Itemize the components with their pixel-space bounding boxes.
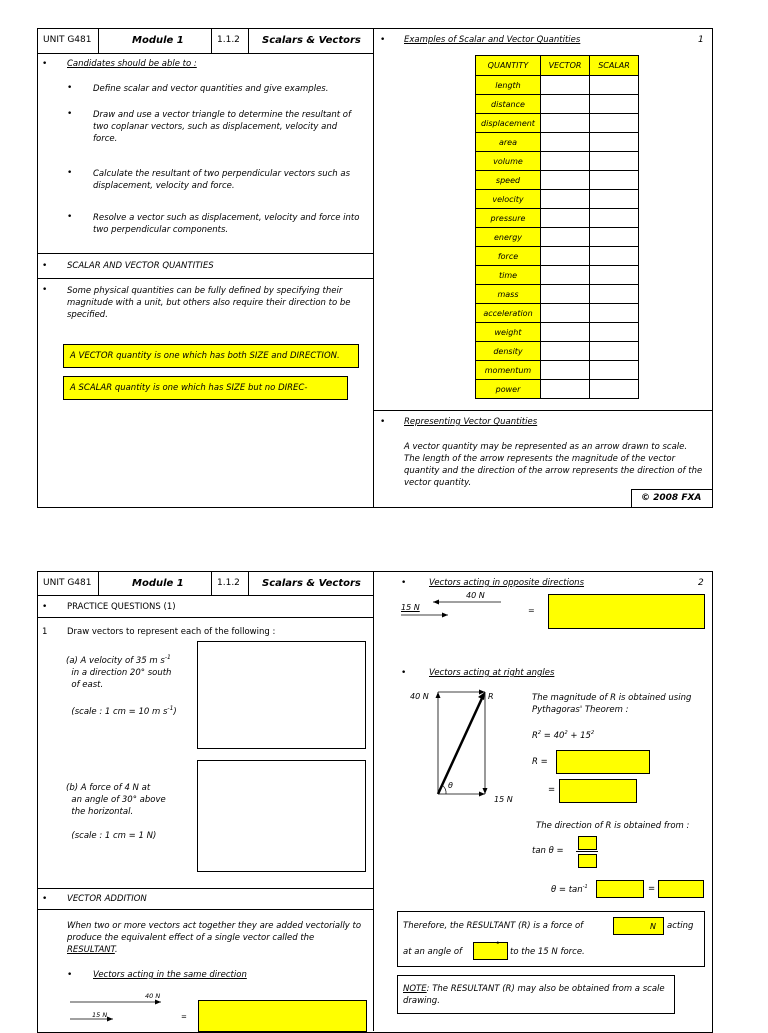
- eq-exp: 2: [537, 730, 542, 736]
- topic-title: Scalars & Vectors: [262, 578, 361, 589]
- right-angles-title: Vectors acting at right angles: [429, 668, 555, 678]
- bullet: •: [42, 285, 48, 295]
- page-number: 2: [698, 578, 704, 588]
- quantity-cell: area: [476, 133, 541, 152]
- note-text: [403, 983, 671, 1007]
- theta-label: [551, 884, 588, 895]
- section-number: 1.1.2: [217, 578, 240, 588]
- bullet: •: [401, 578, 407, 588]
- vector-addition-text: When two or more vectors act together they are added vectorially to produce the equivalent effect of a single vector called the RESULTANT.: [67, 921, 362, 955]
- qa-scale-end: ): [173, 706, 177, 717]
- page-number: 1: [698, 35, 704, 45]
- eq-r: R: [532, 730, 538, 741]
- vector-definition: A VECTOR quantity is one which has both SIZE and DIRECTION.: [70, 351, 340, 361]
- theta-equals: =: [648, 884, 656, 894]
- ra-r-label: R: [488, 692, 494, 701]
- pythagoras-equation: [532, 730, 594, 741]
- quantity-cell: weight: [476, 323, 541, 342]
- qa-scale-exp: -1: [167, 704, 174, 712]
- vector-addition-title: VECTOR ADDITION: [67, 894, 147, 904]
- section-number: 1.1.2: [217, 35, 240, 45]
- topic-title: Scalars & Vectors: [262, 35, 361, 46]
- objective-4: Resolve a vector such as displacement, velocity and force into two perpendicular components.: [93, 213, 360, 235]
- opp-40n-label: 40 N: [466, 591, 485, 600]
- qa-exp: -1: [164, 654, 171, 661]
- eq-exp: 2: [590, 730, 595, 736]
- question-text: Draw vectors to represent each of the following :: [67, 627, 276, 637]
- resultant-angle-box[interactable]: [473, 942, 508, 960]
- bullet: •: [67, 212, 73, 222]
- qb-line: the horizontal.: [71, 807, 134, 817]
- quantity-cell: length: [476, 76, 541, 95]
- quantity-cell: power: [476, 380, 541, 399]
- objective-1: Define scalar and vector quantities and give examples.: [93, 84, 329, 94]
- qb-value: 4 N: [124, 783, 139, 793]
- same-equals: =: [181, 1013, 187, 1021]
- module-label: Module 1: [132, 578, 184, 589]
- theta-text: θ = tan: [551, 884, 583, 895]
- newton-unit: N: [650, 922, 656, 931]
- angle-text: at an angle of: [403, 947, 463, 957]
- tan-numerator-box[interactable]: [578, 836, 597, 850]
- representing-text: A vector quantity may be represented as an arrow drawn to scale. The length of the arrow represents the magnitude of the vector quantity and the direction of the arrow represents the direction of the vector quantity.: [404, 442, 703, 488]
- qb-line: an angle of: [71, 795, 120, 805]
- qb-at: at: [141, 783, 151, 793]
- qb-angle: 30° above: [121, 795, 166, 805]
- objective-2: Draw and use a vector triangle to determine the resultant of two coplanar vectors, such as displacement, velocity and force.: [93, 110, 351, 144]
- unit-label: UNIT G481: [43, 578, 92, 588]
- opp-15n-label: 15 N: [401, 603, 420, 612]
- qa-line: in a direction: [71, 667, 128, 678]
- bullet: •: [67, 168, 73, 178]
- fraction-line: [576, 851, 598, 852]
- representing-title: Representing Vector Quantities: [404, 417, 538, 427]
- copyright: © 2008 FXA: [641, 493, 702, 503]
- quantity-cell: distance: [476, 95, 541, 114]
- theta-answer-box[interactable]: [658, 880, 704, 898]
- r-value-answer-box[interactable]: [559, 779, 637, 803]
- tan-denominator-box[interactable]: [578, 854, 597, 868]
- qa-direction: 20° south: [129, 667, 172, 678]
- degree-symbol: °: [496, 941, 500, 949]
- opposite-title: Vectors acting in opposite directions: [429, 578, 585, 588]
- quantity-cell: volume: [476, 152, 541, 171]
- quantity-cell: speed: [476, 171, 541, 190]
- module-label: Module 1: [132, 35, 184, 46]
- quantity-cell: energy: [476, 228, 541, 247]
- bullet: •: [380, 417, 386, 427]
- bullet: •: [42, 261, 48, 271]
- quantity-cell: time: [476, 266, 541, 285]
- col-vector: VECTOR: [541, 56, 590, 76]
- bullet: •: [380, 35, 386, 45]
- qa-line: (a) A velocity of: [66, 655, 134, 666]
- magnitude-text: The magnitude of R is obtained using Pythagoras' Theorem :: [532, 693, 692, 715]
- same-direction-title: Vectors acting in the same direction: [93, 970, 247, 980]
- unit-label: UNIT G481: [43, 35, 92, 45]
- bullet: •: [42, 602, 48, 612]
- qb-line: (b) A force of: [66, 783, 122, 793]
- question-number: 1: [42, 627, 48, 637]
- quantity-cell: pressure: [476, 209, 541, 228]
- opp-equals: =: [528, 606, 535, 615]
- quantity-cell: acceleration: [476, 304, 541, 323]
- ra-40n-label: 40 N: [410, 692, 429, 701]
- to-force-text: to the 15 N force.: [510, 947, 585, 957]
- section-title-scalar-vector: SCALAR AND VECTOR QUANTITIES: [67, 261, 214, 271]
- ra-theta-label: θ: [448, 781, 453, 790]
- practice-title: PRACTICE QUESTIONS (1): [67, 602, 176, 612]
- bullet: •: [67, 970, 73, 980]
- bullet: •: [67, 109, 73, 119]
- theta-exp: -1: [582, 884, 588, 890]
- equals-label: =: [548, 785, 556, 795]
- objective-3: Calculate the resultant of two perpendicular vectors such as displacement, velocity and force.: [93, 169, 351, 191]
- resultant-force-box[interactable]: [613, 917, 664, 935]
- addition-text: When two or more vectors act together they are added vectorially to produce the equivalent effect of a single vector called the: [67, 921, 362, 943]
- examples-title: Examples of Scalar and Vector Quantities: [404, 35, 581, 45]
- tan-label: tan θ =: [532, 846, 564, 856]
- bullet: •: [67, 83, 73, 93]
- bullet: •: [42, 59, 48, 69]
- scalar-definition: A SCALAR quantity is one which has SIZE but no DIREC-: [70, 383, 308, 393]
- ra-15n-label: 15 N: [494, 795, 513, 804]
- bullet: •: [401, 668, 407, 678]
- col-scalar: SCALAR: [590, 56, 639, 76]
- therefore-text: Therefore, the RESULTANT (R) is a force of: [403, 921, 584, 931]
- intro-text: Some physical quantities can be fully defined by specifying their magnitude with a unit, but others also require their direction to be specified.: [67, 286, 351, 320]
- same-40n-label: 40 N: [145, 992, 161, 1000]
- note-label: NOTE: [403, 984, 427, 994]
- quantity-cell: momentum: [476, 361, 541, 380]
- quantity-cell: density: [476, 342, 541, 361]
- r-equals-label: R =: [532, 757, 548, 767]
- candidates-heading: Candidates should be able to :: [67, 59, 197, 69]
- qb-scale: (scale : 1 cm = 1 N): [71, 831, 157, 841]
- col-quantity: QUANTITY: [476, 56, 541, 76]
- note-body: : The RESULTANT (R) may also be obtained from a scale drawing.: [403, 984, 665, 1006]
- same-15n-label: 15 N: [92, 1011, 108, 1019]
- quantity-cell: mass: [476, 285, 541, 304]
- quantity-cell: displacement: [476, 114, 541, 133]
- quantity-cell: force: [476, 247, 541, 266]
- qa-value-text: 35 m s: [135, 655, 165, 666]
- eq-term: + 15: [567, 730, 591, 741]
- quantity-cell: velocity: [476, 190, 541, 209]
- theta-input-box[interactable]: [596, 880, 644, 898]
- acting-text: acting: [667, 921, 694, 931]
- resultant-term: RESULTANT: [67, 945, 115, 955]
- direction-text: The direction of R is obtained from :: [536, 821, 690, 831]
- bullet: •: [42, 894, 48, 904]
- eq-term: = 40: [541, 730, 565, 741]
- qa-scale: (scale : 1 cm = 10 m s: [71, 706, 168, 717]
- r-answer-box[interactable]: [556, 750, 650, 774]
- eq-exp: 2: [564, 730, 568, 736]
- qa-line: of east.: [71, 679, 104, 690]
